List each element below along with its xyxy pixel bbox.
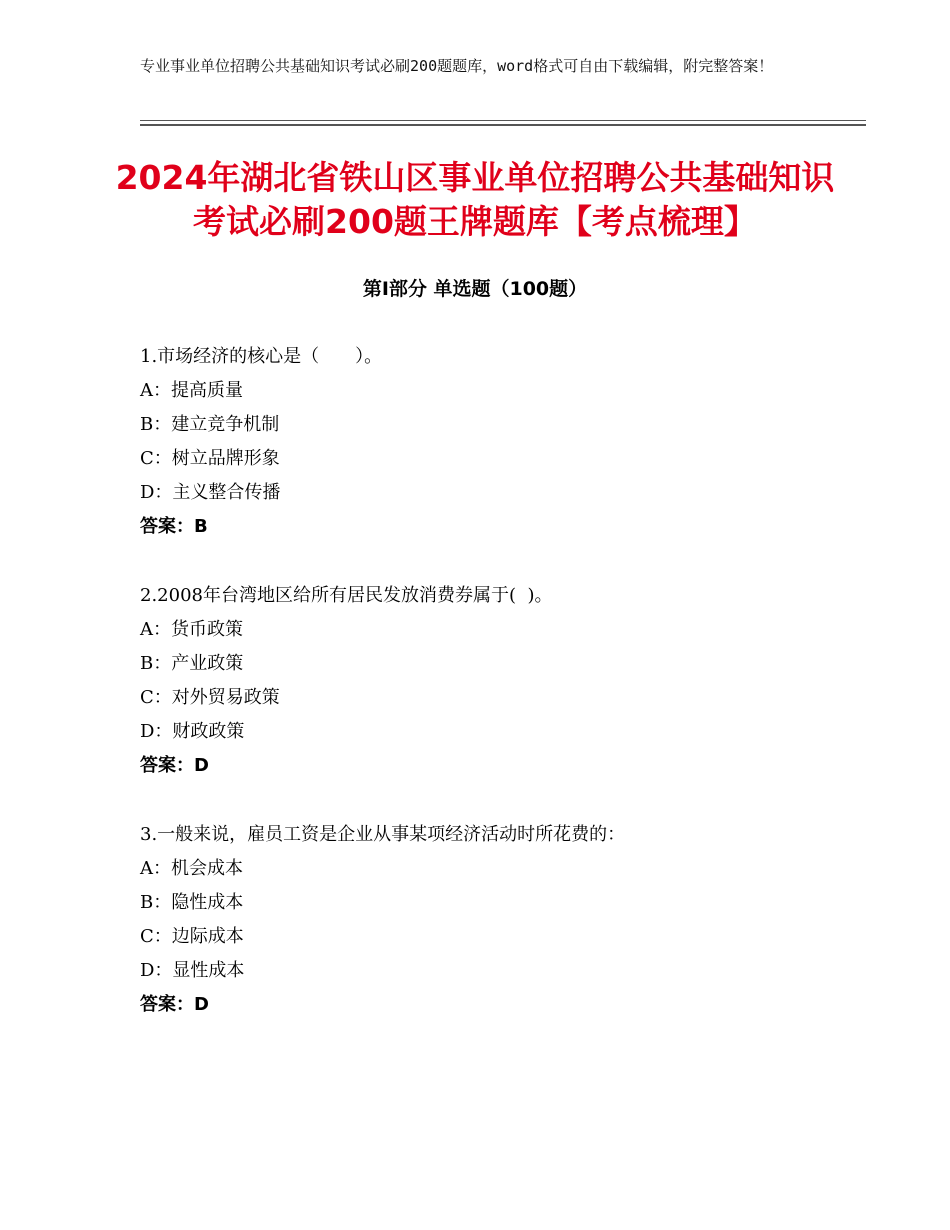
- question-2: [140, 579, 840, 783]
- question-1: [140, 340, 840, 544]
- option-c: C：对外贸易政策: [140, 687, 280, 708]
- header-divider-thin: [140, 120, 866, 121]
- option-a: A：货币政策: [140, 619, 243, 640]
- question-stem: 2.2008年台湾地区给所有居民发放消费券属于( )。: [140, 585, 553, 606]
- document-title: 2024年湖北省铁山区事业单位招聘公共基础知识考试必刷200题王牌题库【考点梳理】: [115, 158, 835, 241]
- option-b: B：产业政策: [140, 653, 244, 674]
- option-c: C：边际成本: [140, 926, 244, 947]
- header-divider-thick: [140, 124, 866, 126]
- question-stem: 3.一般来说，雇员工资是企业从事某项经济活动时所花费的：: [140, 824, 626, 845]
- option-b: B：隐性成本: [140, 892, 244, 913]
- option-d: D：主义整合传播: [140, 482, 281, 503]
- answer: 答案：D: [140, 755, 209, 776]
- question-stem: 1.市场经济的核心是（ ）。: [140, 346, 383, 367]
- section-title: 第Ⅰ部分 单选题（100题）: [362, 278, 588, 300]
- option-b: B：建立竞争机制: [140, 414, 280, 435]
- option-a: A：提高质量: [140, 380, 243, 401]
- option-c: C：树立品牌形象: [140, 448, 280, 469]
- answer: 答案：D: [140, 994, 209, 1015]
- option-a: A：机会成本: [140, 858, 243, 879]
- answer: 答案：B: [140, 516, 208, 537]
- option-d: D：财政政策: [140, 721, 245, 742]
- header-note: 专业事业单位招聘公共基础知识考试必刷200题题库，word格式可自由下载编辑，附完整答案！: [140, 57, 774, 75]
- option-d: D：显性成本: [140, 960, 245, 981]
- question-3: [140, 818, 840, 1022]
